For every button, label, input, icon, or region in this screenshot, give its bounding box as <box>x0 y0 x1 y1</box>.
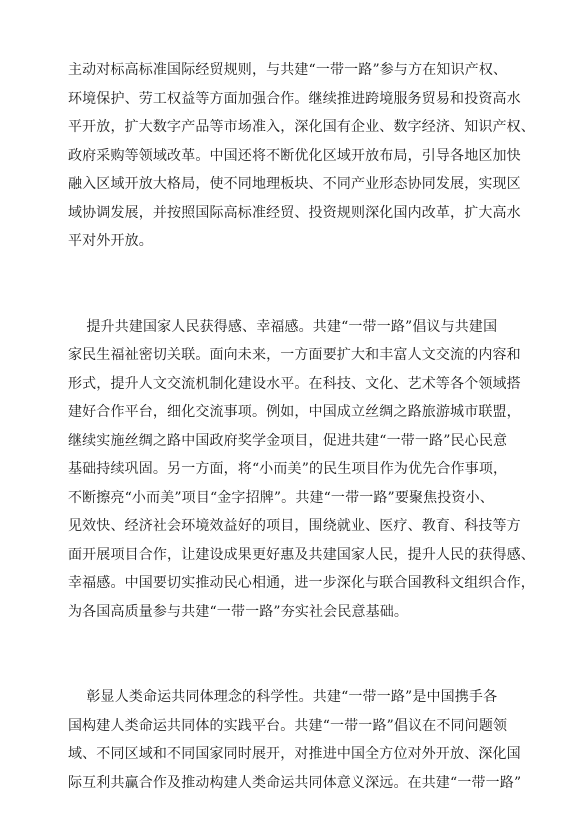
paragraph-community-shared-future <box>68 683 522 797</box>
paragraph-opening <box>68 56 535 256</box>
text-line: 域协调发展，并按照国际高标准经贸、投资规则深化国内改革，扩大高水 <box>68 204 521 221</box>
text-line: 不断擦亮“小而美”项目“金字招牌”。共建“一带一路”要聚焦投资小、 <box>68 489 494 506</box>
text-line: 基础持续巩固。另一方面，将“小而美”的民生项目作为优先合作事项， <box>68 461 508 477</box>
text-line: 主动对标高标准国际经贸规则，与共建“一带一路”参与方在知识产权、 <box>68 62 508 78</box>
text-line: 政府采购等领域改革。中国还将不断优化区域开放布局，引导各地区加快 <box>68 147 521 164</box>
text-line: 融入区域开放大格局，使不同地理板块、不同产业形态协同发展，实现区 <box>68 176 521 192</box>
text-line: 平开放，扩大数字产品等市场准入，深化国有企业、数字经济、知识产权、 <box>68 119 535 135</box>
text-line: 环境保护、劳工权益等方面加强合作。继续推进跨境服务贸易和投资高水 <box>68 90 521 107</box>
text-line: 形式，提升人文交流机制化建设水平。在科技、文化、艺术等各个领域搭 <box>68 375 521 392</box>
text-line: 面开展项目合作，让建设成果更好惠及共建国家人民，提升人民的获得感、 <box>68 546 535 563</box>
text-line: 继续实施丝绸之路中国政府奖学金项目，促进共建“一带一路”民心民意 <box>68 432 508 449</box>
text-line: 建好合作平台，细化交流事项。例如，中国成立丝绸之路旅游城市联盟， <box>68 404 521 420</box>
text-line: 为各国高质量参与共建“一带一路”夯实社会民意基础。 <box>68 603 409 620</box>
text-line: 平对外开放。 <box>68 233 153 249</box>
paragraph-spacer <box>68 655 514 684</box>
text-line: 际互利共赢合作及推动构建人类命运共同体意义深远。在共建“一带一路” <box>68 774 522 791</box>
paragraph-people-wellbeing <box>68 313 535 627</box>
text-line: 国构建人类命运共同体的实践平台。共建“一带一路”倡议在不同问题领 <box>68 717 508 734</box>
paragraph-spacer <box>68 284 514 313</box>
text-line: 提升共建国家人民获得感、幸福感。共建“一带一路”倡议与共建国 <box>68 318 498 335</box>
text-line: 域、不同区域和不同国家同时展开，对推进中国全方位对外开放、深化国 <box>68 746 521 762</box>
text-line: 见效快、经济社会环境效益好的项目，围绕就业、医疗、教育、科技等方 <box>68 518 521 534</box>
document-page <box>68 56 535 797</box>
text-line: 家民生福祉密切关联。面向未来，一方面要扩大和丰富人文交流的内容和 <box>68 347 521 363</box>
paragraph-spacer <box>68 256 514 285</box>
text-line: 彰显人类命运共同体理念的科学性。共建“一带一路”是中国携手各 <box>68 689 498 705</box>
paragraph-spacer <box>68 626 514 655</box>
text-line: 幸福感。中国要切实推动民心相通，进一步深化与联合国教科文组织合作， <box>68 575 535 591</box>
